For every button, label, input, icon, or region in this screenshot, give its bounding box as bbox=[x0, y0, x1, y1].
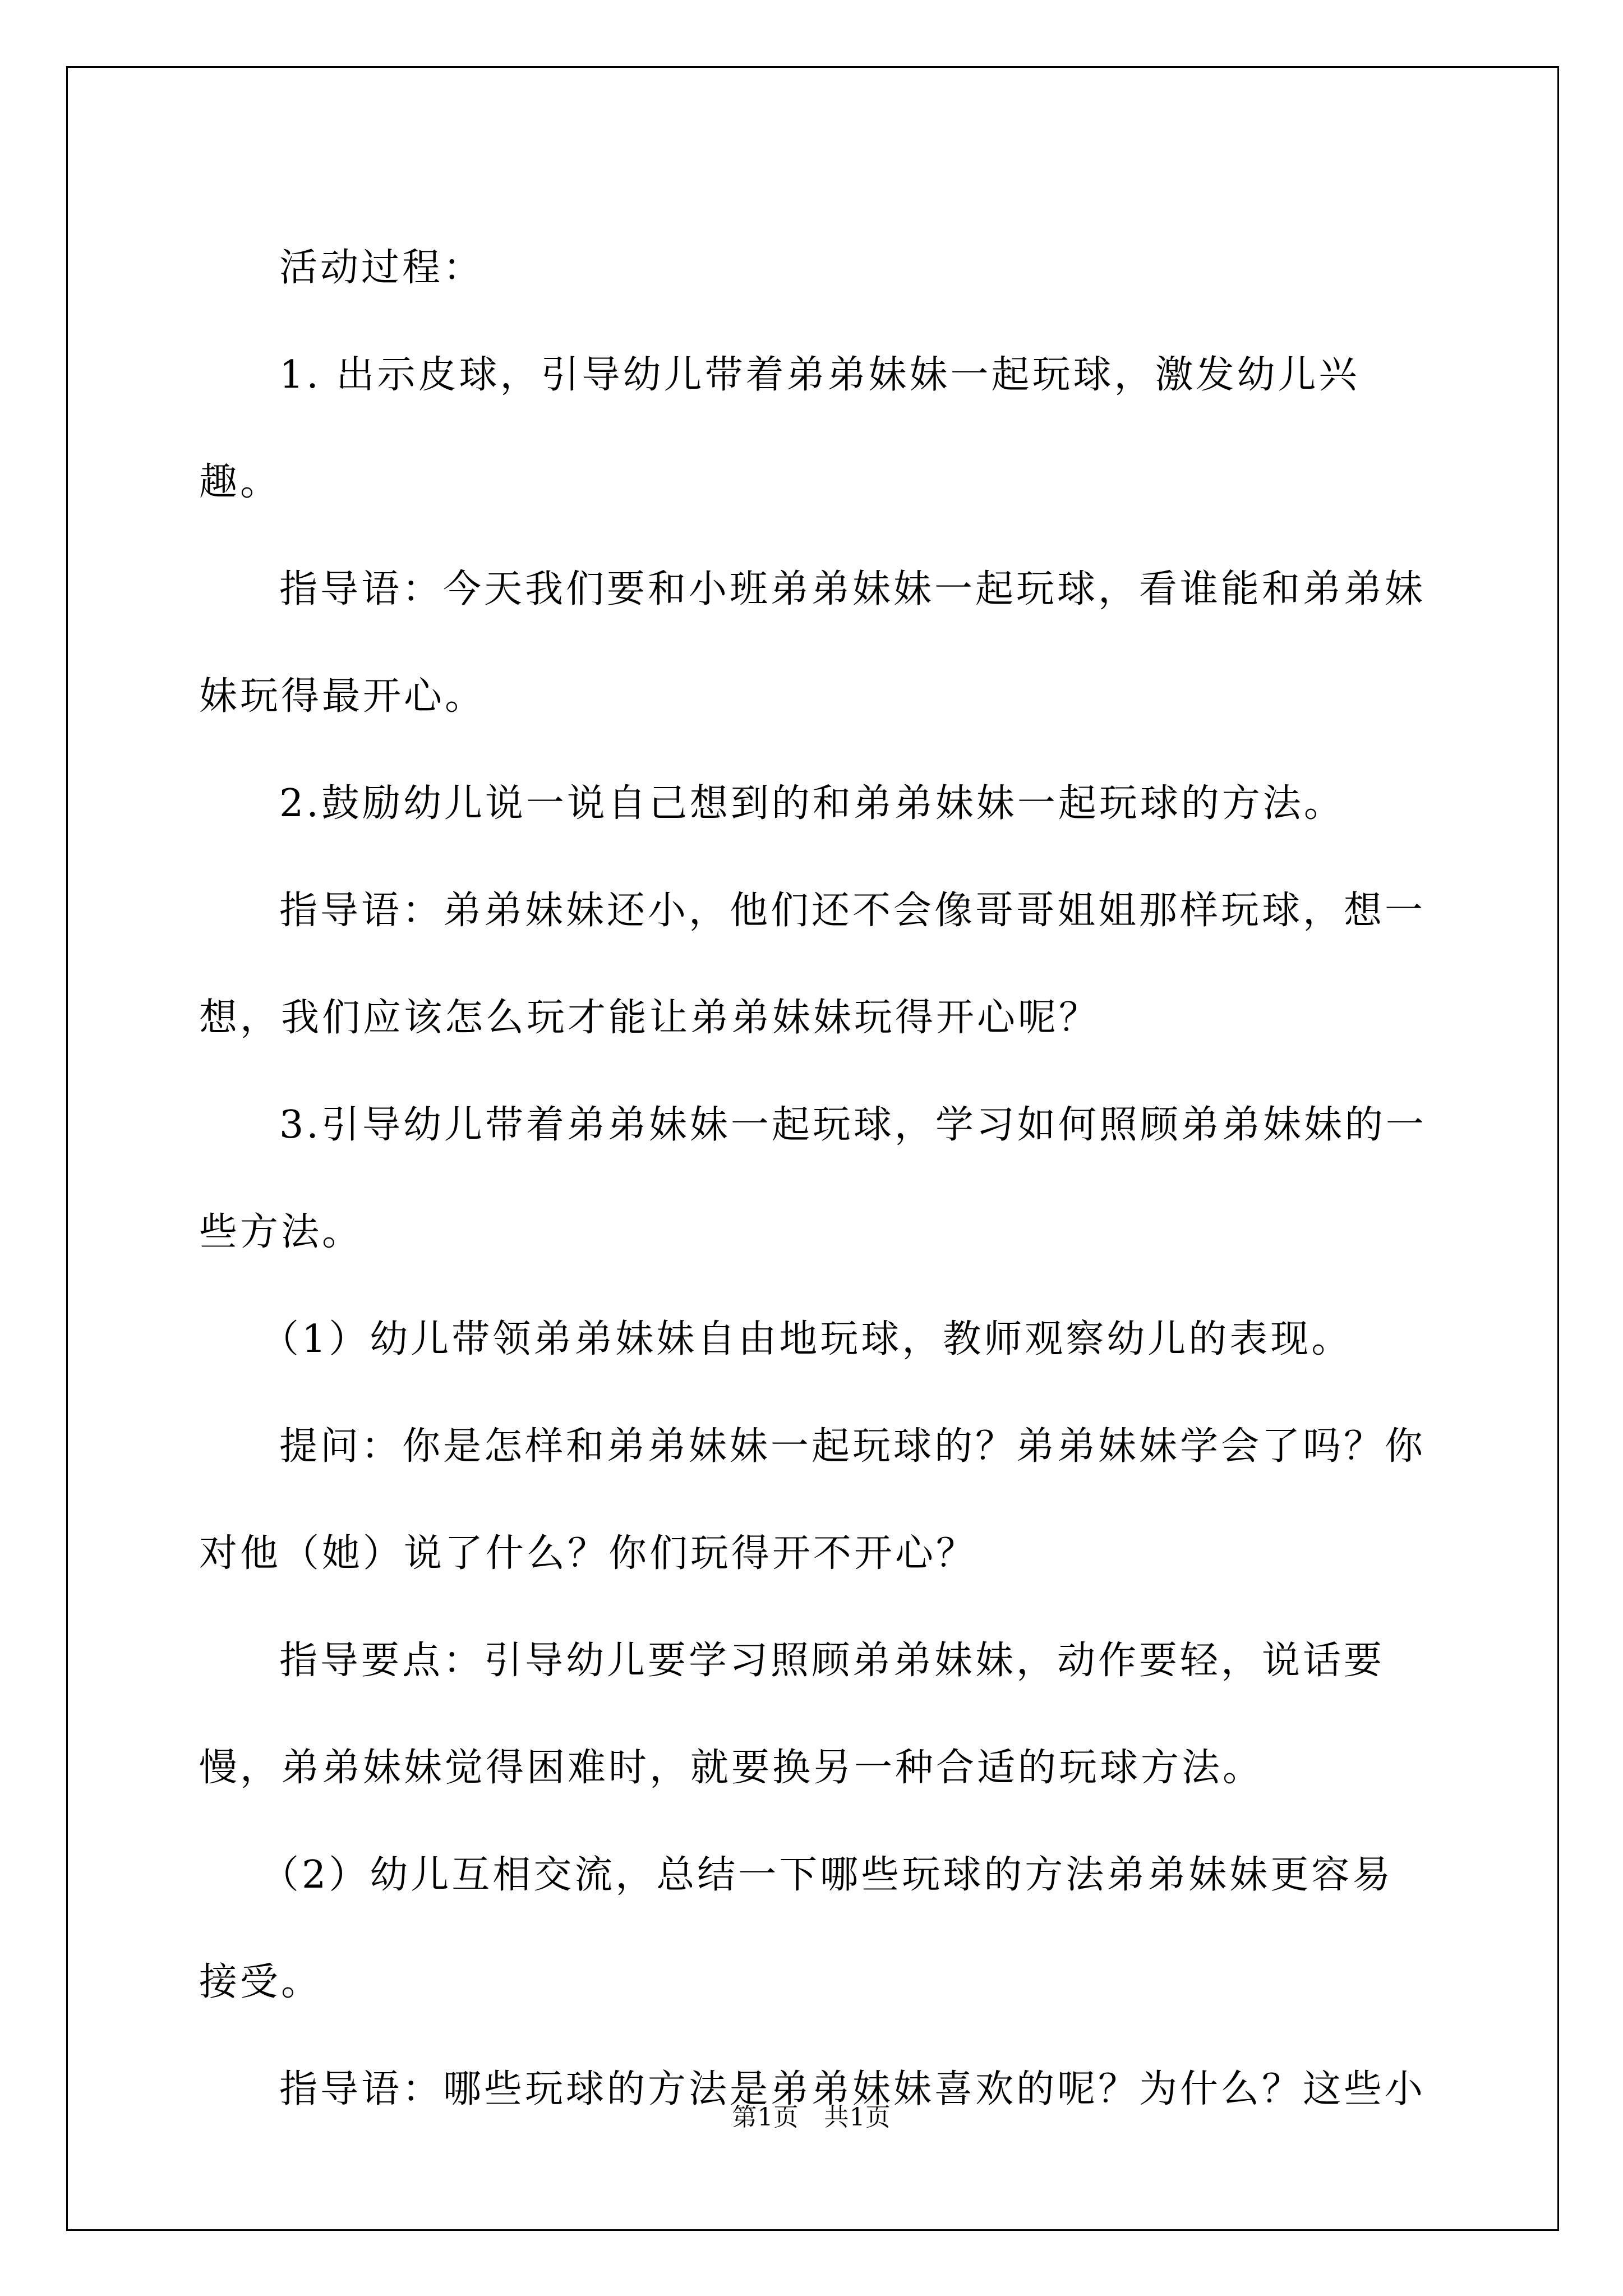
page-footer: 第1页 共1页 bbox=[732, 2103, 891, 2132]
paragraph: 指导语：哪些玩球的方法是弟弟妹妹喜欢的呢？为什么？这些小 bbox=[279, 2067, 1426, 2111]
paragraph: （2）幼儿互相交流，总结一下哪些玩球的方法弟弟妹妹更容易接受。 bbox=[199, 1853, 1394, 2004]
paragraph: （1）幼儿带领弟弟妹妹自由地玩球，教师观察幼儿的表现。 bbox=[261, 1317, 1353, 1361]
document-body bbox=[199, 214, 1433, 2143]
paragraph: 2.鼓励幼儿说一说自己想到的和弟弟妹妹一起玩球的方法。 bbox=[279, 781, 1345, 826]
paragraph: 1. 出示皮球，引导幼儿带着弟弟妹妹一起玩球，激发幼儿兴趣。 bbox=[199, 353, 1360, 504]
paragraph: 指导语：今天我们要和小班弟弟妹妹一起玩球，看谁能和弟弟妹妹玩得最开心。 bbox=[199, 567, 1426, 719]
paragraph: 活动过程： bbox=[279, 246, 485, 290]
paragraph: 指导语：弟弟妹妹还小，他们还不会像哥哥姐姐那样玩球，想一想，我们应该怎么玩才能让弟弟妹妹玩得开心呢？ bbox=[199, 889, 1426, 1040]
paragraph: 3.引导幼儿带着弟弟妹妹一起玩球，学习如何照顾弟弟妹妹的一些方法。 bbox=[199, 1103, 1427, 1254]
paragraph: 提问：你是怎样和弟弟妹妹一起玩球的？弟弟妹妹学会了吗？你对他（她）说了什么？你们玩得开不开心？ bbox=[199, 1424, 1426, 1576]
paragraph: 指导要点：引导幼儿要学习照顾弟弟妹妹，动作要轻，说话要慢，弟弟妹妹觉得困难时，就要换另一种合适的玩球方法。 bbox=[199, 1639, 1385, 1790]
